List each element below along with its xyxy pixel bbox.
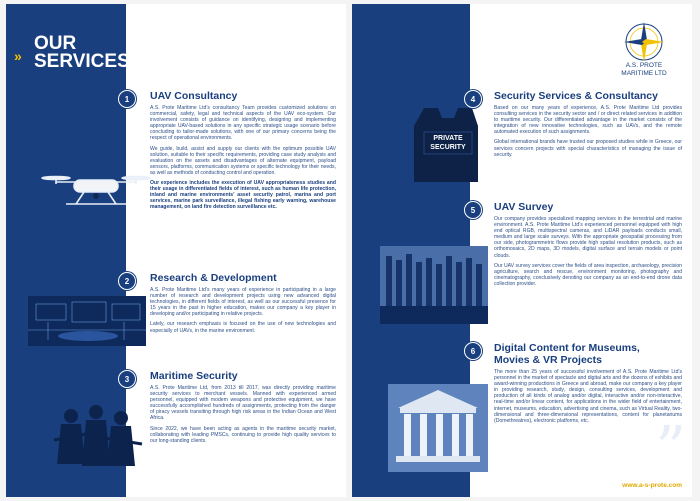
compass-logo-icon [604,18,684,62]
paragraph: The more than 25 years of successful involvement of A.S. Prote Maritime Ltd’s personnel in the market of spectacle and digital arts and the dozens of exhibits and award-winning productions in Greece and abroad, make our company a key player in providing research, study, design, consulting services, development and production of all kinds of analog and/or digital, interactive and/or non-interactive, real-time and/or linear content, for applications in the wider field of entertainment, internet, museums, education, advertising and cinema, such as Virtual Reality, two-dimensional and three-dimensional representations, content for planetariums (Domethreatres), electronic platforms, etc. [494,369,682,424]
vest-text-line-2: SECURITY [430,144,466,151]
paragraph: Our UAV survey services cover the fields of area inspection, archaeology, precision agriculture, search and rescue, environment monitoring, photography and cinematography, conclusively denoting our company as an end-to-end drone data collection provider. [494,262,682,287]
section-uav-survey [494,201,682,291]
section-heading: UAV Consultancy [150,90,238,102]
private-security-vest-photo [410,104,486,186]
section-number-5: 5 [464,201,482,219]
paragraph-emphasis: Our experience includes the execution of UAV appropriateness studies and their usage in differentiated fields of interest, such as human life protection, inland and marine environments’ asset security patrol, marina and port services, marine park surveillance, illegal fishing early warning, warehouse management, on land fire detection surveillance etc. [150,180,336,211]
paragraph: A.S. Prote Maritime Ltd, from 2013 till 2017, was directly providing maritime security services to merchant vessels. Manned with experienced armed personnel, equipped with modern weapons and protective equipment, we have successfully accomplished hundreds of assignments, protecting from the danger of piracy vessels transiting through high risk areas in the Indian Ocean and West Africa. [150,385,336,422]
company-logo [604,18,684,80]
security-team-photo [46,396,146,476]
research-photo [28,296,146,346]
logo-name-line-1: A.S. PROTE [625,62,663,69]
paragraph: A.S. Prote Maritime Ltd’s many years of experience in participating in a large number of research and development projects using new advanced digital technologies, in different fields of interest, as well as our successful presence for 15 years in the past in higher education, makes our company a key player in developing and/or participating in relative projects. [150,287,336,318]
section-digital-content [494,342,682,428]
uav-survey-photo [380,246,488,324]
section-number-4: 4 [464,90,482,108]
decorative-quote-icon: ” [655,414,686,484]
paragraph: Global international brands have trusted our proposed studies while in Greece, our services concern projects with special characteristics of managing the issue of security. [494,139,682,158]
paragraph: A.S. Prote Maritime Ltd’s consultancy Team provides customized solutions on commercial, safety, legal and technical aspects of the UAV eco-system. Our involvement consists of guidance on identifying, designing and implementing appropriate UAV-based solutions in any specific strategic usage scenario before concluding to tailor-made solutions, with one of our primary concerns being the respect of operational environments. [150,105,336,142]
section-heading-line-2: Movies & VR Projects [494,354,602,366]
section-number-6: 6 [464,342,482,360]
logo-name-line-2: MARITIME LTD [621,70,667,77]
paragraph: Since 2022, we have been acting as agents in the maritime security market, collaborating with leading PMSCs, continuing to provide high quality services to our long-standing clients. [150,425,336,444]
website-url[interactable]: www.a-s-prote.com [622,482,682,489]
section-uav-consultancy [150,90,336,215]
paragraph: Lately, our research emphasis is focused on the use of new technologies and especially of UAVs, in the marine environment. [150,321,336,334]
section-security-services-consultancy [494,90,682,162]
section-heading: UAV Survey [494,201,554,213]
museum-photo [388,384,488,472]
paragraph: Our company provides specialized mapping services in the terrestrial and marine environment. A.S. Prote Maritime Ltd’s experienced personnel equipped with high end optical RGB, multispectral cameras, and LiDAR payloads conducts small, medium and large scale surveys. With the appropriate geospatial processing from our side, photogrammetric flows provide high spatial resolution products, such as orthomosaics, 2D maps, 3D models, digital surface and terrain models or point clouds. [494,216,682,259]
left-page [6,4,346,497]
section-heading: Research & Development [150,272,277,284]
section-research-development [150,272,336,338]
section-heading: Security Services & Consultancy [494,90,658,102]
title-line-2: SERVICES [34,51,130,72]
section-number-3: 3 [118,370,136,388]
section-heading: Maritime Security [150,370,238,382]
vest-text-line-1: PRIVATE [433,135,463,142]
section-number-1: 1 [118,90,136,108]
paragraph: Based on our many years of experience, A.S. Prote Maritime Ltd provides consulting services in the security sector and / or direct related services in addition to maritime security. Our differentiated advantage in the market consists of the integration of new innovative technologies, such as UAVs, and the remote automated execution of such assignments. [494,105,682,136]
paragraph: We guide, build, assist and supply our clients with the optimum possible UAV solution, suitable to their specific requirements, providing case study analysis and evaluation on the assets and disadvantages of alternate equipment, payload sensors, platforms, communication systems or specific technology for their needs, as well as methods of conducting control and operation. [150,145,336,176]
section-number-2: 2 [118,272,136,290]
double-chevron-icon: » [14,48,20,64]
right-page [352,4,692,497]
drone-photo [36,164,156,234]
section-maritime-security [150,370,336,448]
title-line-1: OUR [34,33,77,54]
section-heading-line-1: Digital Content for Museums, [494,342,640,354]
